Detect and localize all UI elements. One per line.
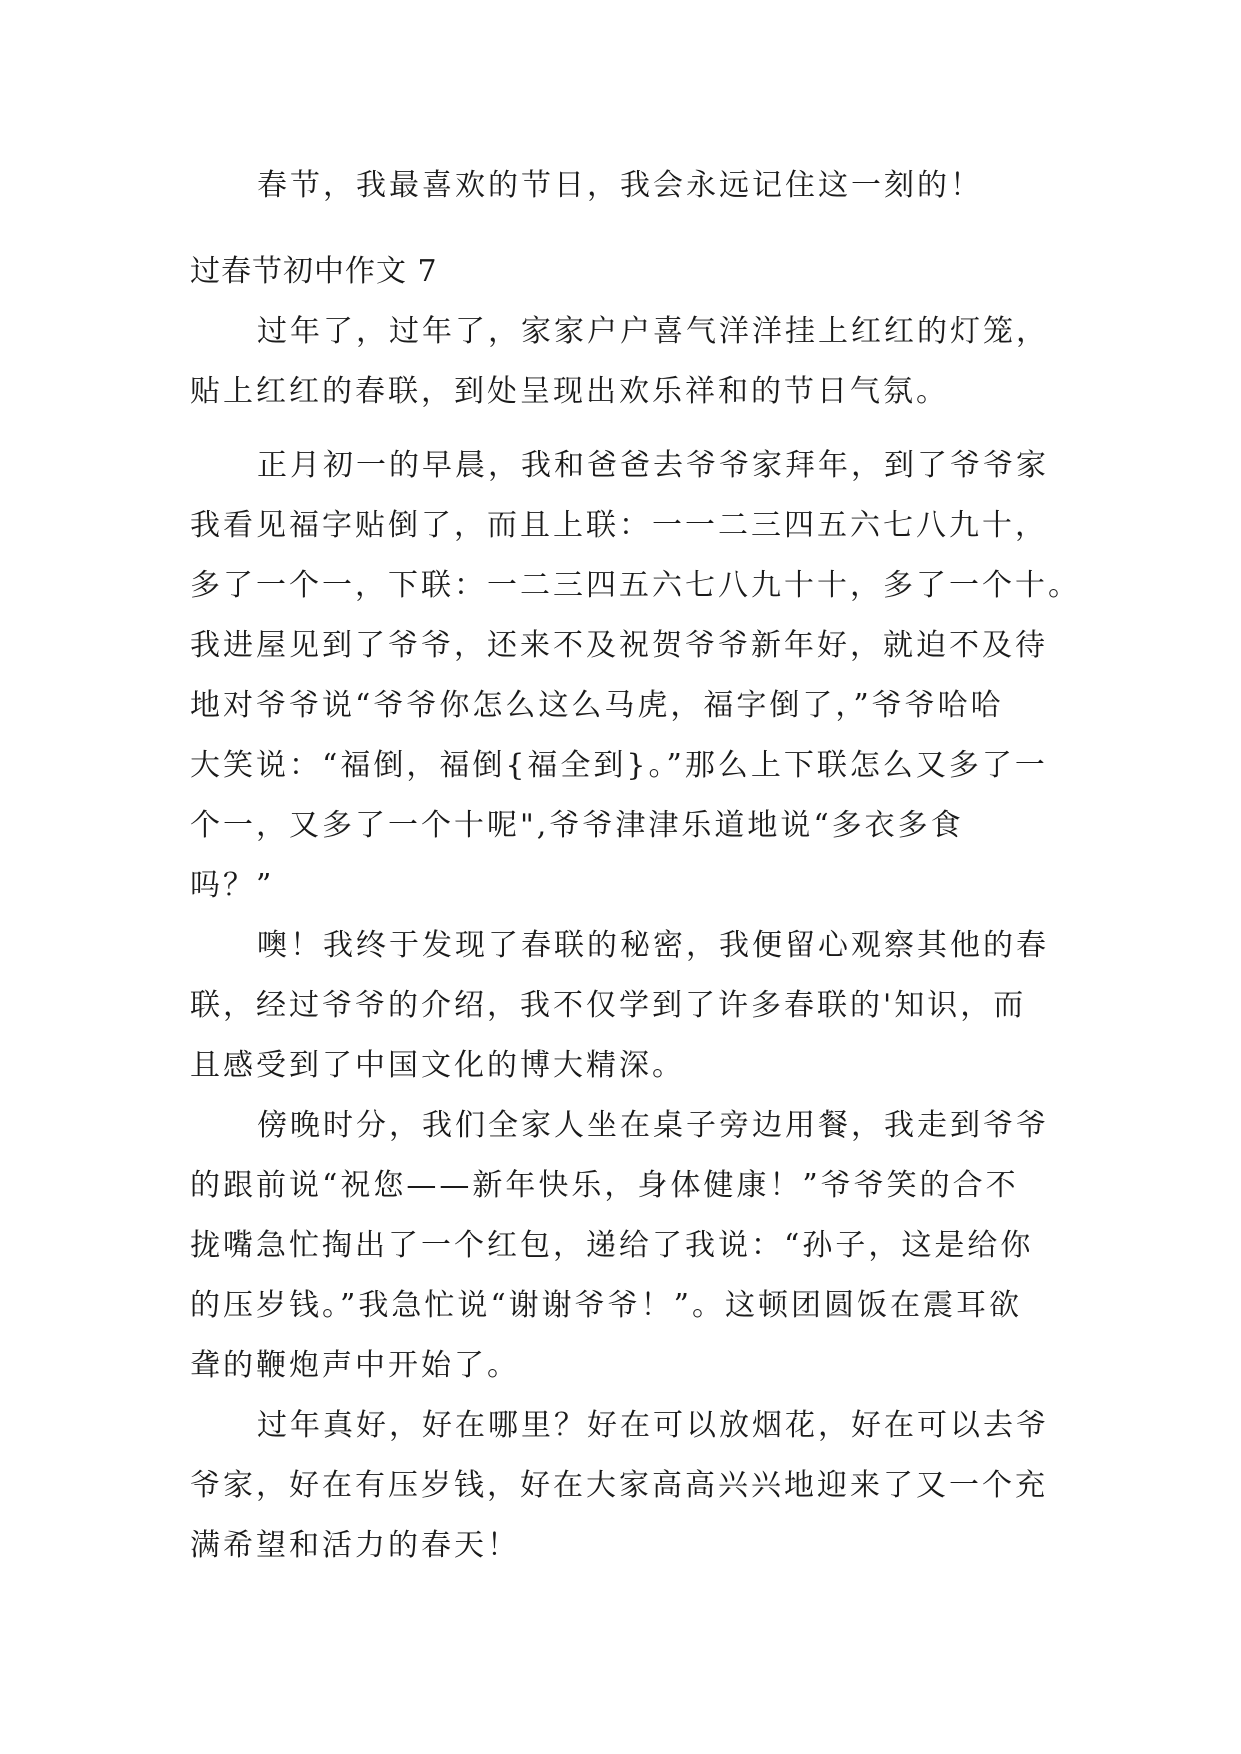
paragraph-line: 爷家，好在有压岁钱，好在大家高高兴兴地迎来了又一个充 (190, 1468, 1048, 1503)
essay-title: 过春节初中作文 7 (190, 254, 438, 289)
paragraph-line: 我进屋见到了爷爷，还来不及祝贺爷爷新年好，就迫不及待 (190, 628, 1048, 663)
paragraph-line: 贴上红红的春联，到处呈现出欢乐祥和的节日气氛。 (190, 374, 949, 409)
paragraph-line: 噢！我终于发现了春联的秘密，我便留心观察其他的春 (257, 928, 1049, 963)
paragraph-line: 过年真好，好在哪里？好在可以放烟花，好在可以去爷 (257, 1408, 1049, 1443)
paragraph-line: 吗？” (190, 868, 275, 903)
paragraph-line: 个一，又多了一个十呢",爷爷津津乐道地说“多衣多食 (190, 808, 964, 843)
paragraph-line: 联，经过爷爷的介绍，我不仅学到了许多春联的'知识，而 (190, 988, 1027, 1023)
paragraph-line: 我看见福字贴倒了，而且上联：一一二三四五六七八九十， (190, 508, 1048, 543)
paragraph-line: 多了一个一，下联：一二三四五六七八九十十，多了一个十。 (190, 568, 1081, 603)
closing-line: 春节，我最喜欢的节日，我会永远记住这一刻的！ (257, 168, 983, 203)
paragraph-line: 满希望和活力的春天！ (190, 1528, 520, 1563)
paragraph-line: 正月初一的早晨，我和爸爸去爷爷家拜年，到了爷爷家 (257, 448, 1049, 483)
paragraph-line: 拢嘴急忙掏出了一个红包，递给了我说：“孙子，这是给你 (190, 1228, 1034, 1263)
paragraph-line: 聋的鞭炮声中开始了。 (190, 1348, 520, 1383)
paragraph-line: 的压岁钱。”我急忙说“谢谢爷爷！”。这顿团圆饭在震耳欲 (190, 1288, 1023, 1323)
paragraph-line: 大笑说：“福倒，福倒{福全到}。”那么上下联怎么又多了一 (190, 748, 1048, 783)
paragraph-line: 地对爷爷说“爷爷你怎么这么马虎，福字倒了，”爷爷哈哈 (190, 688, 1004, 723)
paragraph-line: 且感受到了中国文化的博大精深。 (190, 1048, 685, 1083)
paragraph-line: 的跟前说“祝您——新年快乐，身体健康！”爷爷笑的合不 (190, 1168, 1019, 1203)
paragraph-line: 过年了，过年了，家家户户喜气洋洋挂上红红的灯笼， (257, 314, 1049, 349)
paragraph-line: 傍晚时分，我们全家人坐在桌子旁边用餐，我走到爷爷 (257, 1108, 1049, 1143)
